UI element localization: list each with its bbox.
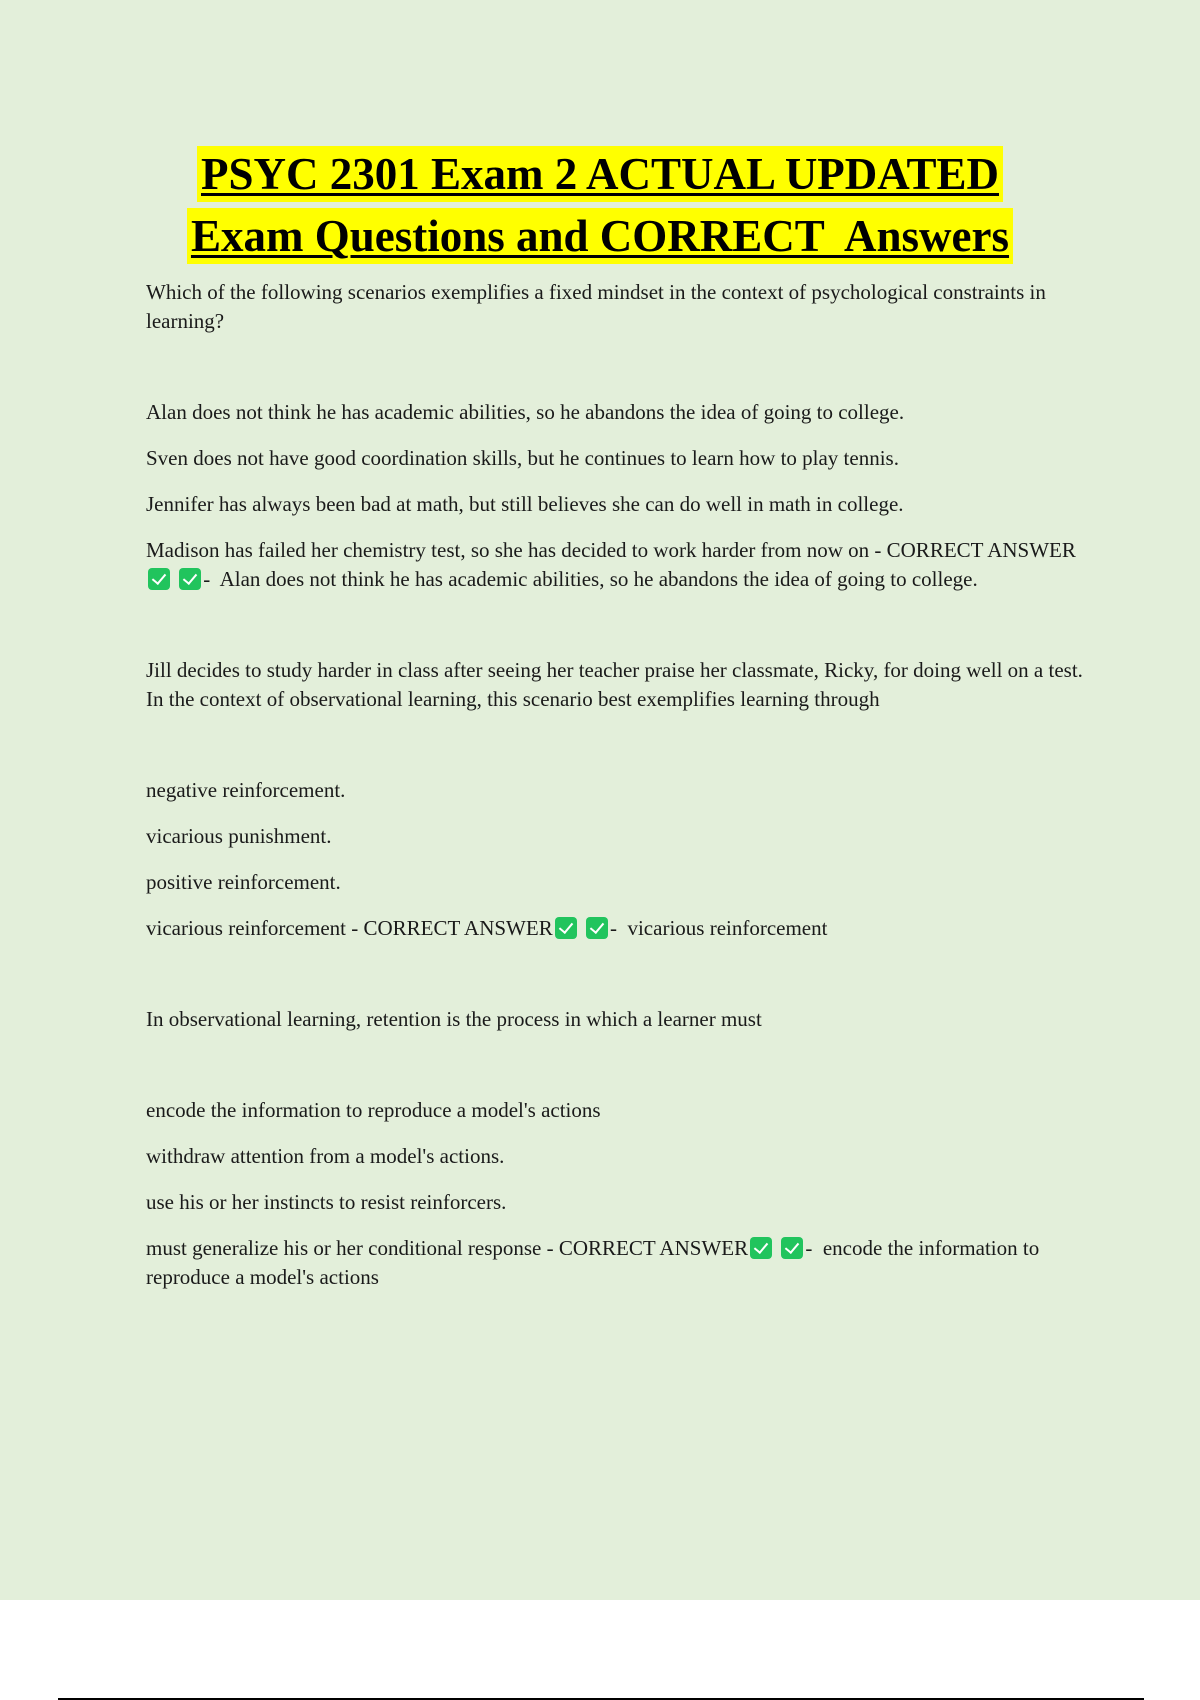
check-box-icon: [586, 917, 608, 939]
question-block: [146, 278, 1096, 594]
options-list: [146, 776, 1096, 943]
title-line-2: Exam Questions and CORRECT Answers: [187, 208, 1013, 264]
last-option-text: must generalize his or her conditional response - CORRECT ANSWER: [146, 1236, 749, 1260]
option-item: Sven does not have good coordination skills, but he continues to learn how to play tennis.: [146, 446, 899, 470]
question-block: [146, 1005, 1096, 1292]
document-title: [0, 146, 1200, 270]
option-item: encode the information to reproduce a model's actions: [146, 1098, 601, 1122]
option-item: Alan does not think he has academic abilities, so he abandons the idea of going to college.: [146, 400, 905, 424]
option-item: vicarious punishment.: [146, 824, 332, 848]
last-option-text: vicarious reinforcement - CORRECT ANSWER: [146, 916, 553, 940]
last-option-text: Madison has failed her chemistry test, so she has decided to work harder from now on - CORRECT ANSWER: [146, 538, 1076, 562]
questions-list: [146, 278, 1096, 1292]
correct-answer-text: vicarious reinforcement: [627, 916, 828, 940]
correct-answer-text: Alan does not think he has academic abilities, so he abandons the idea of going to college.: [219, 567, 978, 591]
option-item: use his or her instincts to resist reinforcers.: [146, 1190, 507, 1214]
option-item: negative reinforcement.: [146, 778, 346, 802]
check-box-icon: [148, 568, 170, 590]
option-item-with-answer: Madison has failed her chemistry test, so she has decided to work harder from now on - CORRECT ANSWER - Alan does not think he has academic abilities, so he abandons the idea of going to college.: [146, 538, 1076, 591]
option-item: positive reinforcement.: [146, 870, 341, 894]
check-box-icon: [781, 1237, 803, 1259]
question-text: In observational learning, retention is the process in which a learner must: [146, 1007, 762, 1031]
options-list: [146, 398, 1096, 594]
correct-answer-text: encode the information to reproduce a model's actions: [146, 1236, 1040, 1289]
option-item: Jennifer has always been bad at math, but still believes she can do well in math in college.: [146, 492, 904, 516]
check-box-icon: [179, 568, 201, 590]
check-box-icon: [555, 917, 577, 939]
check-box-icon: [750, 1237, 772, 1259]
options-list: [146, 1096, 1096, 1292]
title-line-1: PSYC 2301 Exam 2 ACTUAL UPDATED: [197, 146, 1003, 202]
question-block: [146, 656, 1096, 943]
option-item-with-answer: vicarious reinforcement - CORRECT ANSWER - vicarious reinforcement: [146, 916, 828, 940]
question-text: Jill decides to study harder in class after seeing her teacher praise her classmate, Ricky, for doing well on a test. In the context of observational learning, this scenario best exemplifies learning through: [146, 658, 1083, 711]
option-item: withdraw attention from a model's actions.: [146, 1144, 505, 1168]
question-text: Which of the following scenarios exemplifies a fixed mindset in the context of psychological constraints in learning?: [146, 280, 1046, 333]
option-item-with-answer: must generalize his or her conditional response - CORRECT ANSWER - encode the information to reproduce a model's actions: [146, 1236, 1040, 1289]
